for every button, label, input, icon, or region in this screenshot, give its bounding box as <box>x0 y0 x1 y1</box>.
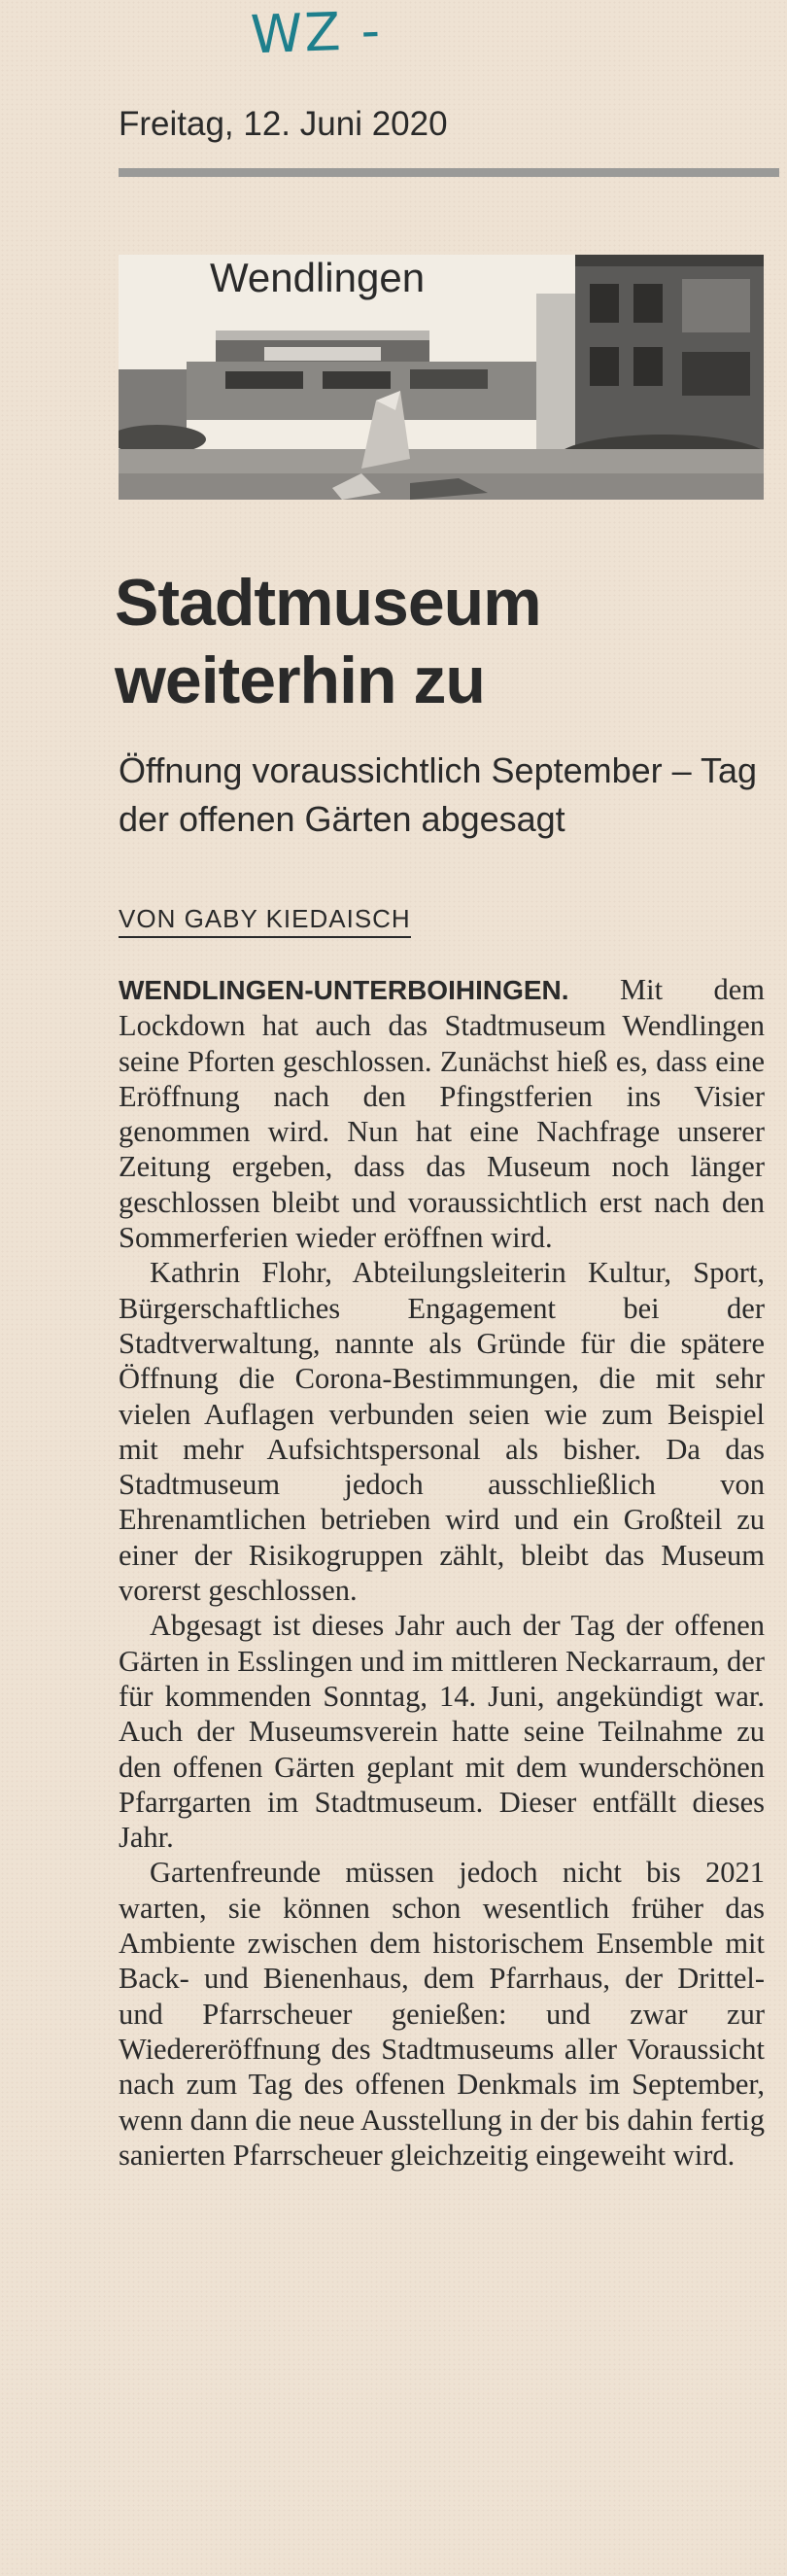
article-body <box>119 972 765 2173</box>
handwritten-note: WZ - <box>249 0 384 66</box>
paragraph <box>119 972 765 1255</box>
issue-date: Freitag, 12. Juni 2020 <box>119 105 448 143</box>
byline: VON GABY KIEDAISCH <box>119 904 411 938</box>
paragraph: Gartenfreunde müssen jedoch nicht bis 2021 warten, sie können schon wesentlich früher das Ambiente zwischen dem historischem Ensemble mit Back- und Bienenhaus, dem Pfarrhaus, der Drittel- und Pfarrscheuer genießen: und zwar zur Wiedereröffnung des Stadtmuseums aller Voraussicht nach zum Tag des offenen Denkmals im September, wenn dann die neue Ausstellung in der bis dahin fertig sanierten Pfarrscheuer gleichzeitig eingeweiht wird. <box>119 1856 765 2172</box>
headline: Stadtmuseum weiterhin zu <box>115 566 541 717</box>
section-label: Wendlingen <box>210 255 426 300</box>
subheadline: Öffnung voraussichtlich September – Tag der offenen Gärten abgesagt <box>119 750 758 839</box>
paragraph: Abgesagt ist dieses Jahr auch der Tag der offenen Gärten in Esslingen und im mittleren Neckarraum, der für kommenden Sonntag, 14. Juni, angekündigt war. Auch der Museumsverein hatte seine Teilnahme zu den offenen Gärten geplant mit dem wunderschönen Pfarrgarten im Stadtmuseum. Dieser entfällt dieses Jahr. <box>119 1609 765 1855</box>
header-rule <box>119 168 779 177</box>
paragraph-text: Mit dem Lockdown hat auch das Stadtmuseum Wendlingen seine Pforten geschlossen. Zunächst hieß es, dass eine Eröffnung nach den Pfingstferien ins Visier genommen wird. Nun hat eine Nachfrage unserer Zeitung ergeben, dass das Museum noch länger geschlossen bleibt und voraussichtlich erst nach den Sommerferien wieder eröffnen wird. <box>119 973 765 1255</box>
dateline: WENDLINGEN-UNTERBOIHINGEN. <box>119 975 569 1005</box>
paragraph: Kathrin Flohr, Abteilungsleiterin Kultur, Sport, Bürgerschaftliches Engagement bei der Stadtverwaltung, nannte als Gründe für die spätere Öffnung die Corona-Bestimmungen, die mit sehr vielen Auflagen verbunden seien wie zum Beispiel mit mehr Aufsichtspersonal als bisher. Da das Stadtmuseum jedoch ausschließlich von Ehrenamtlichen betrieben wird und ein Großteil zu einer der Risikogruppen zählt, bleibt das Museum vorerst geschlossen. <box>119 1256 765 1608</box>
